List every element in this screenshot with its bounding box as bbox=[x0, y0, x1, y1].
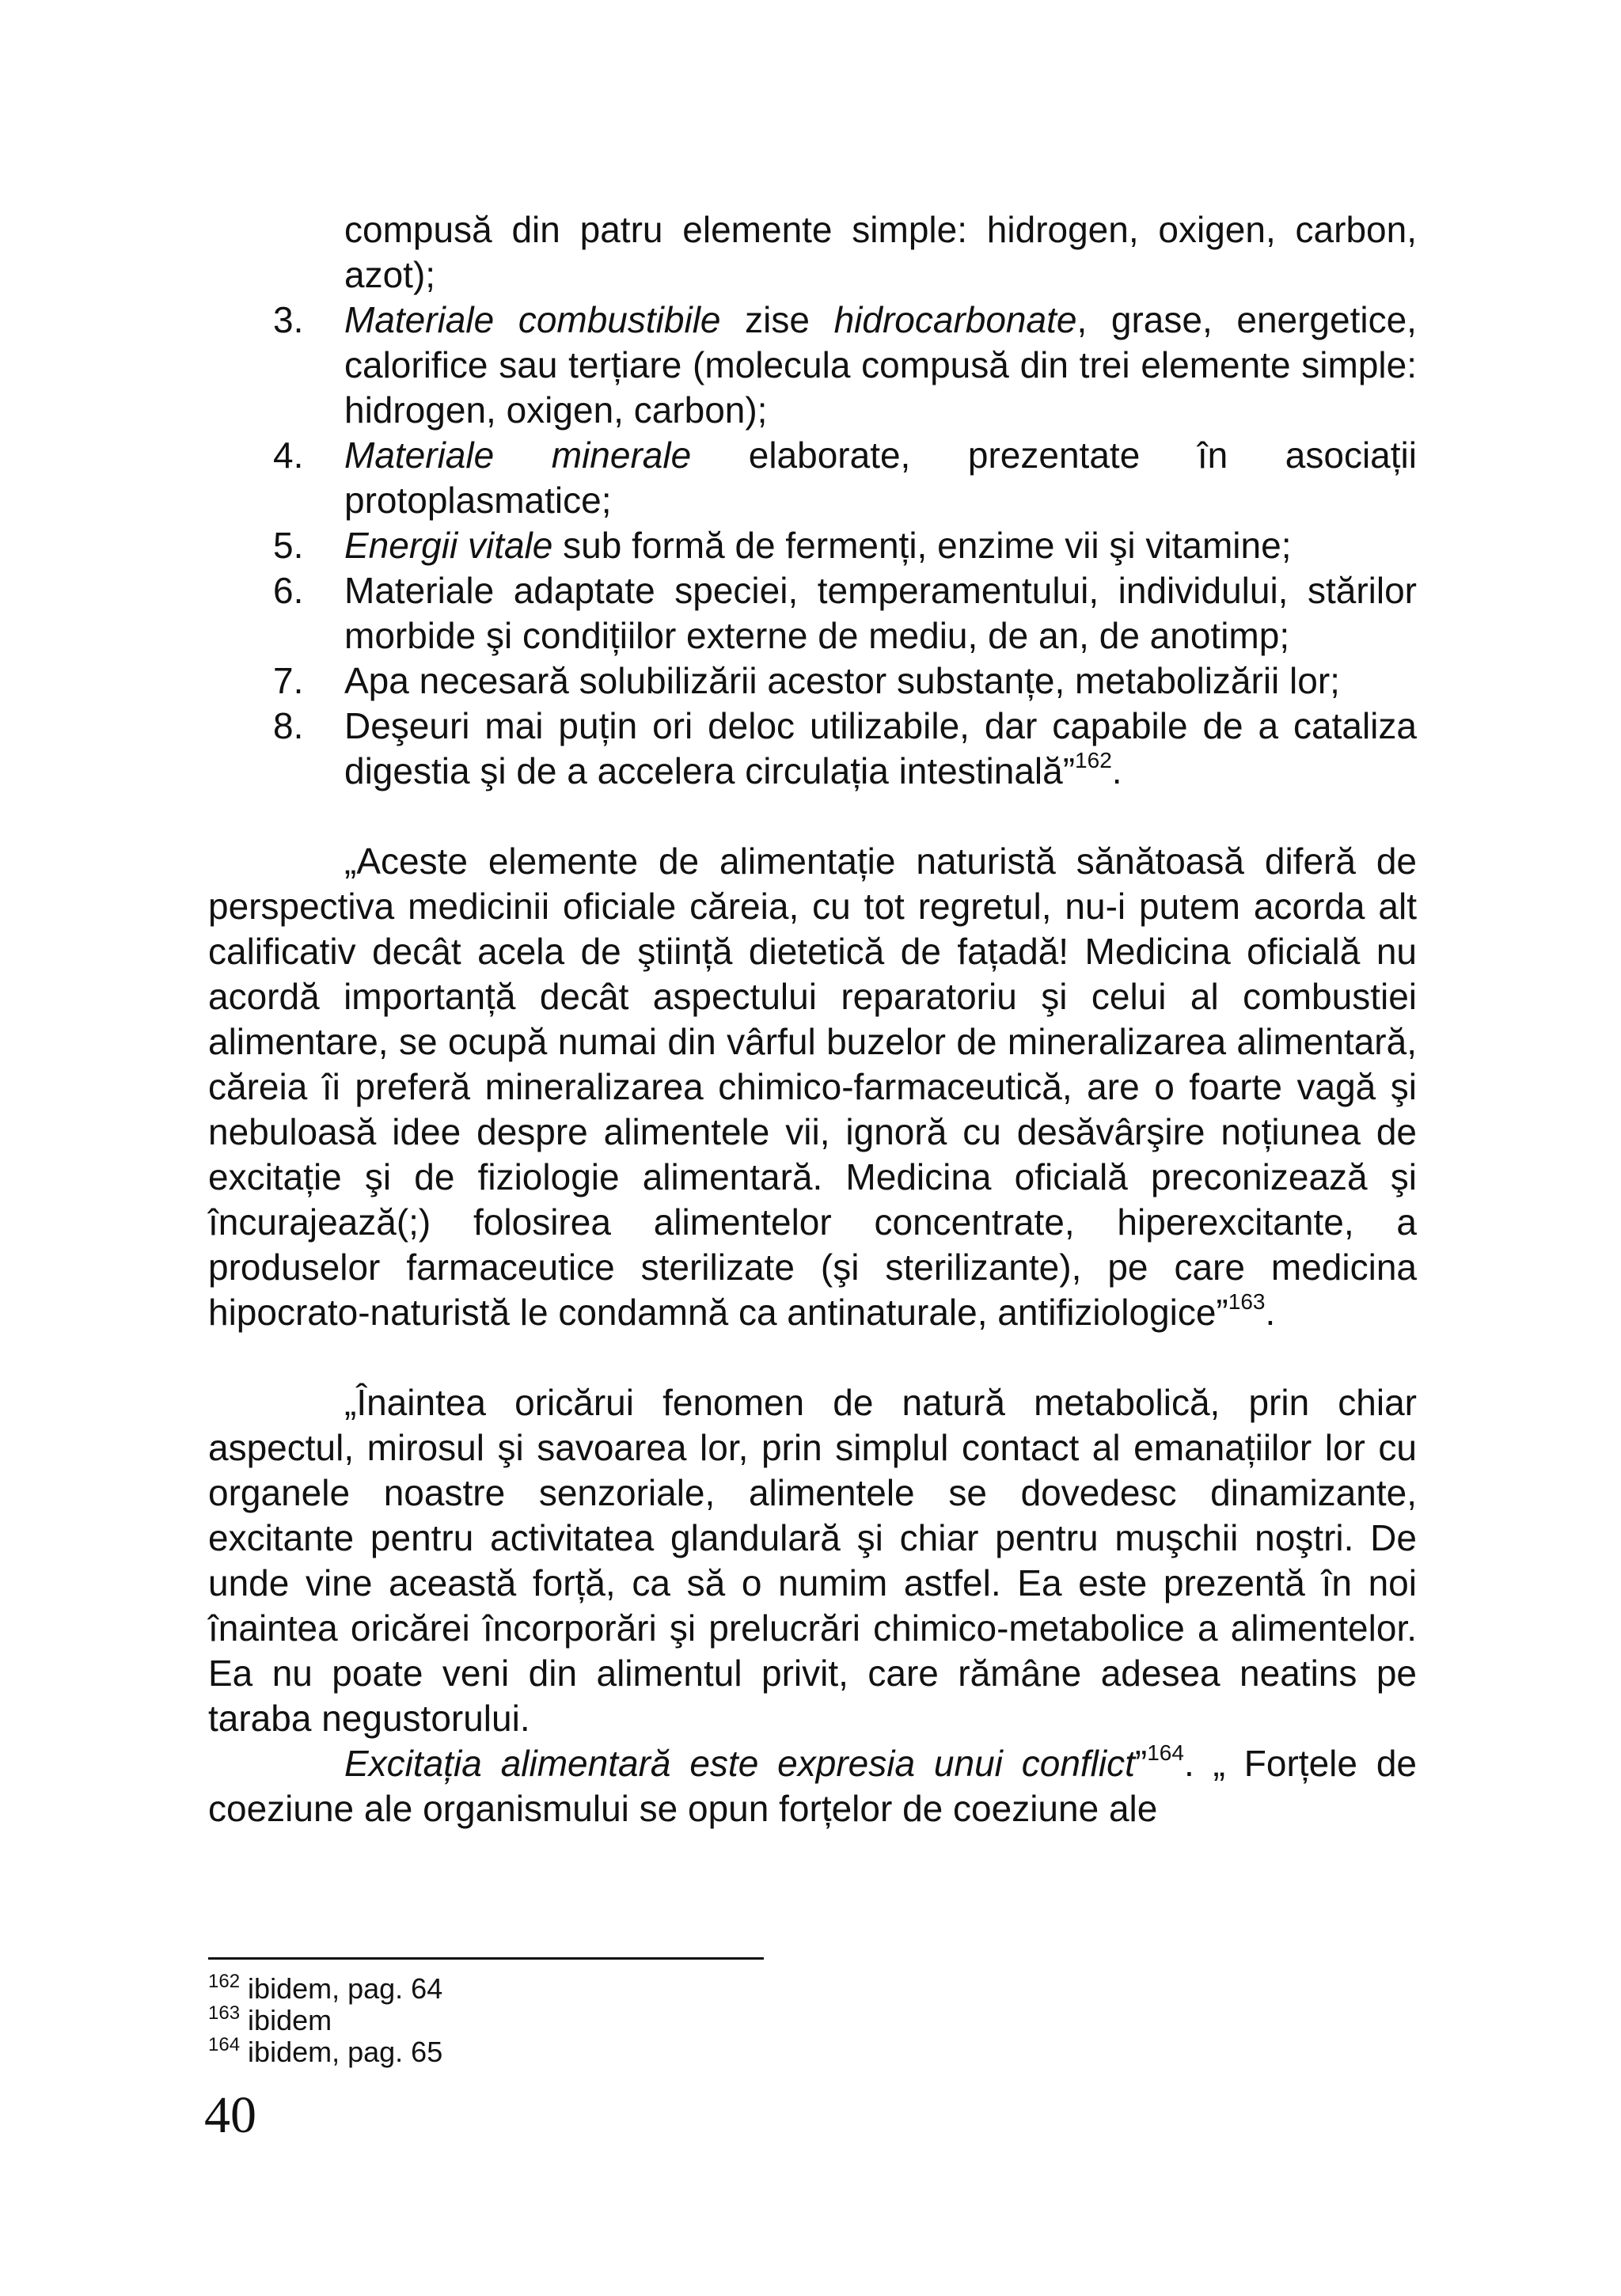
list-item-text: . bbox=[1111, 750, 1122, 791]
list-item bbox=[208, 433, 1417, 523]
footnote-reference[interactable]: 163 bbox=[1228, 1289, 1266, 1314]
list-item bbox=[208, 658, 1417, 704]
list-item bbox=[208, 704, 1417, 794]
list-item-text: zise bbox=[720, 299, 834, 340]
list-item-text: Materiale adaptate speciei, temperamentului, individului, stărilor morbide şi condițiilor externe de mediu, de an, de anotimp; bbox=[344, 570, 1417, 656]
footnote bbox=[208, 1973, 442, 2005]
list-item bbox=[208, 298, 1417, 433]
footnotes bbox=[208, 1973, 442, 2068]
paragraph bbox=[208, 1380, 1417, 1741]
list-item-italic: hidrocarbonate bbox=[833, 299, 1077, 340]
footnote-text: ibidem, pag. 65 bbox=[240, 2036, 443, 2068]
paragraph-text: . „ Forțele de coeziune ale organismului se opun forțelor de coeziune ale bbox=[208, 1743, 1417, 1829]
paragraph bbox=[208, 1741, 1417, 1831]
footnote-reference[interactable]: 162 bbox=[1075, 748, 1112, 772]
numbered-list bbox=[208, 207, 1417, 794]
page-body bbox=[208, 207, 1417, 1831]
list-item-number: 4. bbox=[273, 435, 304, 476]
footnote-text: ibidem, pag. 64 bbox=[240, 1972, 443, 2005]
list-item-number: 6. bbox=[273, 570, 304, 611]
footnote-number: 163 bbox=[208, 2002, 241, 2024]
page-number: 40 bbox=[204, 2086, 256, 2144]
list-item bbox=[208, 568, 1417, 658]
paragraph-text: ” bbox=[1134, 1743, 1148, 1784]
list-item-italic: Energii vitale bbox=[344, 525, 553, 566]
paragraph-text: „Înaintea oricărui fenomen de natură metabolică, prin chiar aspectul, mirosul şi savoarea lor, prin simplul contact al emanațiilor lor cu organele noastre senzoriale, alimentele se dovedesc dinamizante, excitante pentru activitatea glandulară şi chiar pentru muşchii noştri. De unde vine această forță, ca să o numim astfel. Ea este prezentă în noi înaintea oricărei încorporări şi prelucrări chimico-metabolice a alimentelor. Ea nu poate veni din alimentul privit, care rămâne adesea neatins pe taraba negustorului. bbox=[208, 1382, 1417, 1739]
list-item-italic: Materiale minerale bbox=[344, 435, 692, 476]
list-item-text: Apa necesară solubilizării acestor substanțe, metabolizării lor; bbox=[344, 660, 1340, 701]
paragraph bbox=[208, 839, 1417, 1335]
list-item-text: Deşeuri mai puțin ori deloc utilizabile, dar capabile de a cataliza digestia şi de a accelera circulația intestinală” bbox=[344, 705, 1417, 791]
list-item-italic: Materiale combustibile bbox=[344, 299, 721, 340]
paragraph-text: . bbox=[1265, 1292, 1276, 1333]
list-item-number: 5. bbox=[273, 525, 304, 566]
list-item-continuation bbox=[208, 207, 1417, 298]
footnote-text: ibidem bbox=[240, 2004, 332, 2036]
list-item-number: 8. bbox=[273, 705, 304, 746]
footnote bbox=[208, 2002, 442, 2036]
list-item bbox=[208, 523, 1417, 568]
paragraph-text: „Aceste elemente de alimentație naturistă sănătoasă diferă de perspectiva medicinii oficiale căreia, cu tot regretul, nu-i putem acorda alt calificativ decât acela de ştiință dietetică de fațadă! Medicina oficială nu acordă importanță decât aspectului reparatoriu şi celui al combustiei alimentare, se ocupă numai din vârful buzelor de mineralizarea alimentară, căreia îi preferă mineralizarea chimico-farmaceutică, are o foarte vagă şi nebuloasă idee despre alimentele vii, ignoră cu desăvârşire noțiunea de excitație şi de fiziologie alimentară. Medicina oficială preconizează şi încurajează(;) folosirea alimentelor concentrate, hiperexcitante, a produselor farmaceutice sterilizate (şi sterilizante), pe care medicina hipocrato-naturistă le condamnă ca antinaturale, antifiziologice” bbox=[208, 841, 1417, 1333]
list-item-number: 3. bbox=[273, 299, 304, 340]
paragraph-italic: Excitația alimentară este expresia unui conflict bbox=[344, 1743, 1135, 1784]
footnote bbox=[208, 2036, 442, 2068]
list-item-text: elaborate, prezentate în asociații protoplasmatice; bbox=[344, 435, 1417, 521]
list-item-text: sub formă de fermenți, enzime vii şi vitamine; bbox=[552, 525, 1292, 566]
paragraph-gap bbox=[208, 1335, 1417, 1380]
list-item-text: compusă din patru elemente simple: hidrogen, oxigen, carbon, azot); bbox=[344, 209, 1417, 295]
paragraph-gap bbox=[208, 794, 1417, 839]
footnote-reference[interactable]: 164 bbox=[1147, 1740, 1184, 1765]
list-item-text: , grase, energetice, calorifice sau terțiare (molecula compusă din trei elemente simple: hidrogen, oxigen, carbon); bbox=[344, 299, 1417, 431]
footnote-number: 164 bbox=[208, 2034, 241, 2055]
footnote-separator bbox=[208, 1957, 764, 1960]
footnote-number: 162 bbox=[208, 1971, 241, 1992]
list-item-number: 7. bbox=[273, 660, 304, 701]
